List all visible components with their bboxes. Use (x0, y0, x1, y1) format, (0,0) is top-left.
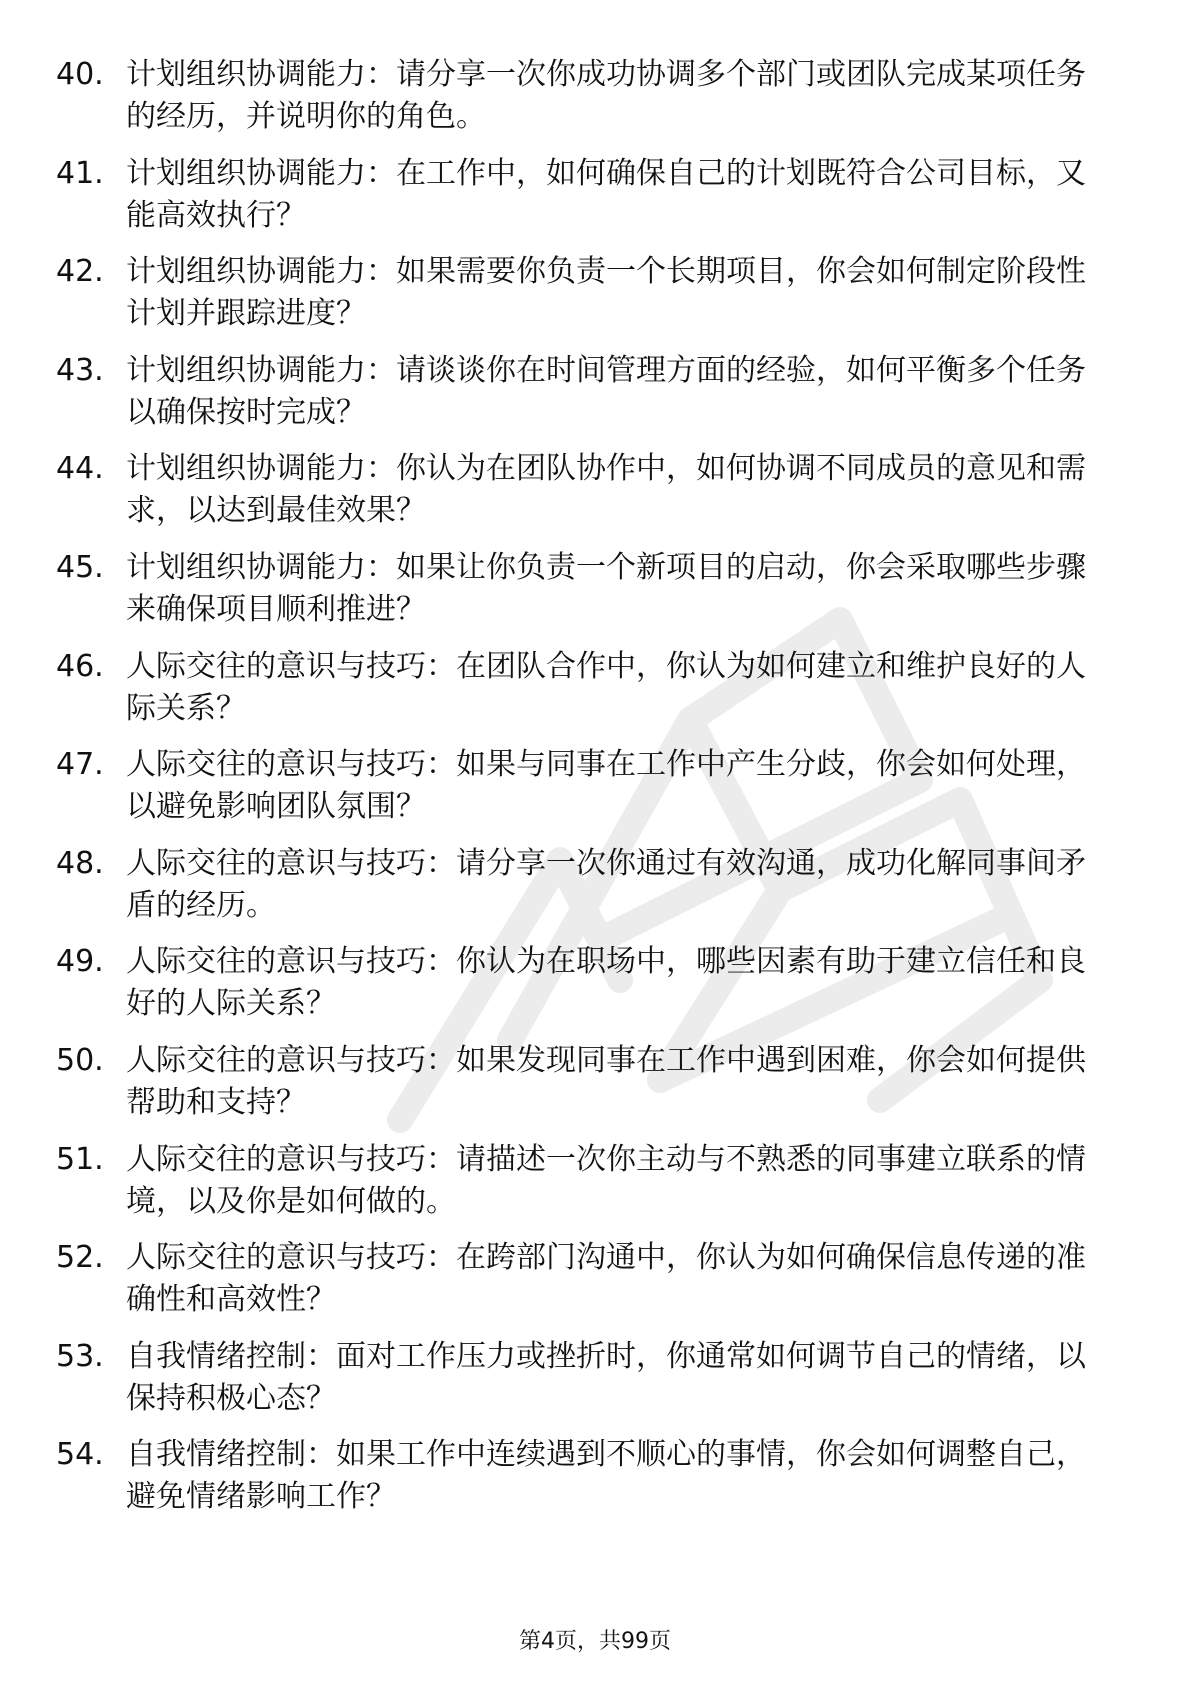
list-item (56, 646, 1116, 745)
question-number: 53. (56, 1338, 104, 1374)
question-number: 40. (56, 57, 104, 92)
question-text: 人际交往的意识与技巧：如果发现同事在工作中遇到困难，你会如何提供帮助和支持？ (126, 1042, 1086, 1120)
question-number: 43. (56, 352, 104, 388)
question-number: 41. (56, 155, 104, 191)
question-text: 计划组织协调能力：如果需要你负责一个长期项目，你会如何制定阶段性计划并跟踪进度？ (126, 254, 1086, 332)
question-text: 自我情绪控制：如果工作中连续遇到不顺心的事情，你会如何调整自己，避免情绪影响工作？ (126, 1437, 1086, 1515)
question-number: 42. (56, 254, 104, 290)
question-number: 51. (56, 1141, 104, 1177)
question-text: 计划组织协调能力：如果让你负责一个新项目的启动，你会采取哪些步骤来确保项目顺利推进？ (126, 549, 1086, 627)
question-text: 计划组织协调能力：你认为在团队协作中，如何协调不同成员的意见和需求，以达到最佳效果？ (126, 451, 1086, 529)
question-text: 人际交往的意识与技巧：请分享一次你通过有效沟通，成功化解同事间矛盾的经历。 (126, 845, 1086, 923)
question-text: 自我情绪控制：面对工作压力或挫折时，你通常如何调节自己的情绪，以保持积极心态？ (126, 1338, 1086, 1416)
list-item (56, 54, 1116, 153)
list-item (56, 1237, 1116, 1336)
question-text: 计划组织协调能力：请分享一次你成功协调多个部门或团队完成某项任务的经历，并说明你的角色。 (126, 57, 1086, 134)
question-number: 46. (56, 648, 104, 684)
question-number: 48. (56, 845, 104, 881)
list-item (56, 1336, 1116, 1435)
list-item (56, 1040, 1116, 1139)
question-text: 人际交往的意识与技巧：在团队合作中，你认为如何建立和维护良好的人际关系？ (126, 648, 1086, 726)
question-list (56, 54, 1116, 1533)
list-item (56, 350, 1116, 449)
question-number: 47. (56, 747, 104, 783)
question-text: 计划组织协调能力：请谈谈你在时间管理方面的经验，如何平衡多个任务以确保按时完成？ (126, 352, 1086, 430)
question-number: 52. (56, 1240, 104, 1276)
question-text: 人际交往的意识与技巧：如果与同事在工作中产生分歧，你会如何处理，以避免影响团队氛围？ (126, 747, 1086, 825)
list-item (56, 1139, 1116, 1238)
question-number: 54. (56, 1437, 104, 1473)
list-item (56, 547, 1116, 646)
list-item (56, 1434, 1116, 1533)
question-number: 44. (56, 451, 104, 487)
list-item (56, 843, 1116, 942)
question-number: 49. (56, 944, 104, 980)
question-number: 50. (56, 1042, 104, 1078)
list-item (56, 941, 1116, 1040)
page-footer: 第4页，共99页 (519, 1629, 671, 1654)
question-number: 45. (56, 549, 104, 585)
list-item (56, 744, 1116, 843)
question-text: 人际交往的意识与技巧：请描述一次你主动与不熟悉的同事建立联系的情境，以及你是如何做的。 (126, 1141, 1086, 1219)
question-text: 人际交往的意识与技巧：在跨部门沟通中，你认为如何确保信息传递的准确性和高效性？ (126, 1240, 1086, 1318)
list-item (56, 251, 1116, 350)
question-text: 计划组织协调能力：在工作中，如何确保自己的计划既符合公司目标，又能高效执行？ (126, 155, 1086, 233)
list-item (56, 153, 1116, 252)
list-item (56, 448, 1116, 547)
question-text: 人际交往的意识与技巧：你认为在职场中，哪些因素有助于建立信任和良好的人际关系？ (126, 944, 1086, 1022)
